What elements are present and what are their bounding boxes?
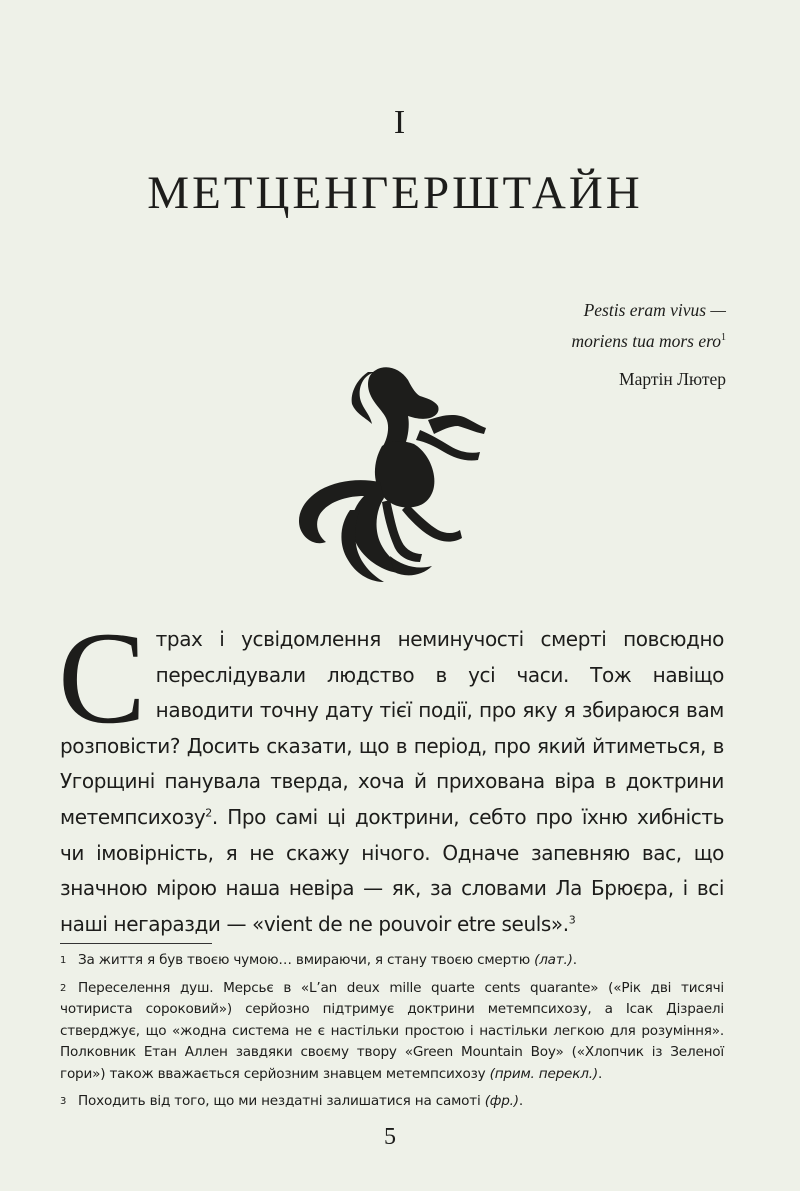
- footnote-number: 3: [60, 1096, 67, 1107]
- body-paragraph: [58, 604, 724, 942]
- rearing-horse-icon: [290, 360, 500, 584]
- page-number: 5: [384, 1124, 396, 1150]
- footnote-text: Переселення душ. Мерсьє в «L’an deux mille quarte cents quarante» («Рік дві тисячі чотириста сороковий») серйозно підтримує доктрини метемпсихозу, а Ісак Дізраелі стверджує, що «жодна система не є настільки простою і настільки легкою для розуміння». Полковник Етан Аллен завдяки своєму твору «Green Mountain Boy» («Хлопчик із Зеленої гори») також вважається серйозним знавцем метемпсихозу: [60, 979, 724, 1082]
- chapter-number: I: [393, 104, 407, 141]
- footnote-tail: .: [518, 1093, 524, 1109]
- drop-cap: С: [58, 604, 146, 751]
- footnote-number: 1: [60, 955, 67, 966]
- footnote-tag: (фр.): [484, 1093, 519, 1109]
- footnote-divider: [60, 943, 212, 944]
- footnote-tag: (прим. перекл.): [489, 1065, 598, 1082]
- footnote-tag: (лат.): [534, 952, 573, 968]
- epigraph-line-2-wrap: [571, 324, 726, 355]
- footnote-tail: .: [597, 1065, 603, 1082]
- epigraph: [571, 296, 726, 393]
- body-text-part-2: . Про самі ці доктрини, себто про їхню хибність чи імовірність, я не скажу нічого. Одначе запевняю вас, що значною мірою наша невіра — як, за словами Ла Брюєра, і всі наші негаразди — «vient de ne pouvoir etre seuls».: [60, 804, 724, 936]
- footnotes: [60, 950, 724, 1119]
- epigraph-footnote-ref: 1: [721, 332, 726, 343]
- footnote-text: Походить від того, що ми нездатні залишатися на самоті: [78, 1093, 485, 1109]
- footnote-1: [60, 950, 724, 972]
- footnote-text: За життя я був твоєю чумою… вмираючи, я стану твоєю смертю: [78, 952, 535, 968]
- footnote-2: [60, 978, 724, 1086]
- footnote-3: [60, 1091, 724, 1113]
- body-text-part-1: трах і усвідомлення неминучості смерті повсюдно переслідували людство в усі часи. Тож навіщо наводити точну дату тієї події, про яку я збираюся вам розповісти? Досить сказати, що в період, про який йтиметься, в Угорщині панувала тверда, хоча й прихована віра в доктрини метемпсихозу: [60, 627, 724, 829]
- footnote-ref-2: 2: [205, 806, 212, 820]
- chapter-title: МЕТЦЕНГЕРШТАЙН: [147, 167, 643, 219]
- footnote-ref-3: 3: [568, 913, 576, 927]
- epigraph-line-2: moriens tua mors ero: [571, 330, 721, 351]
- epigraph-author: Мартін Лютер: [619, 368, 726, 389]
- epigraph-line-1: Pestis eram vivus —: [583, 300, 726, 320]
- footnote-tail: .: [572, 952, 577, 968]
- footnote-number: 2: [60, 982, 67, 994]
